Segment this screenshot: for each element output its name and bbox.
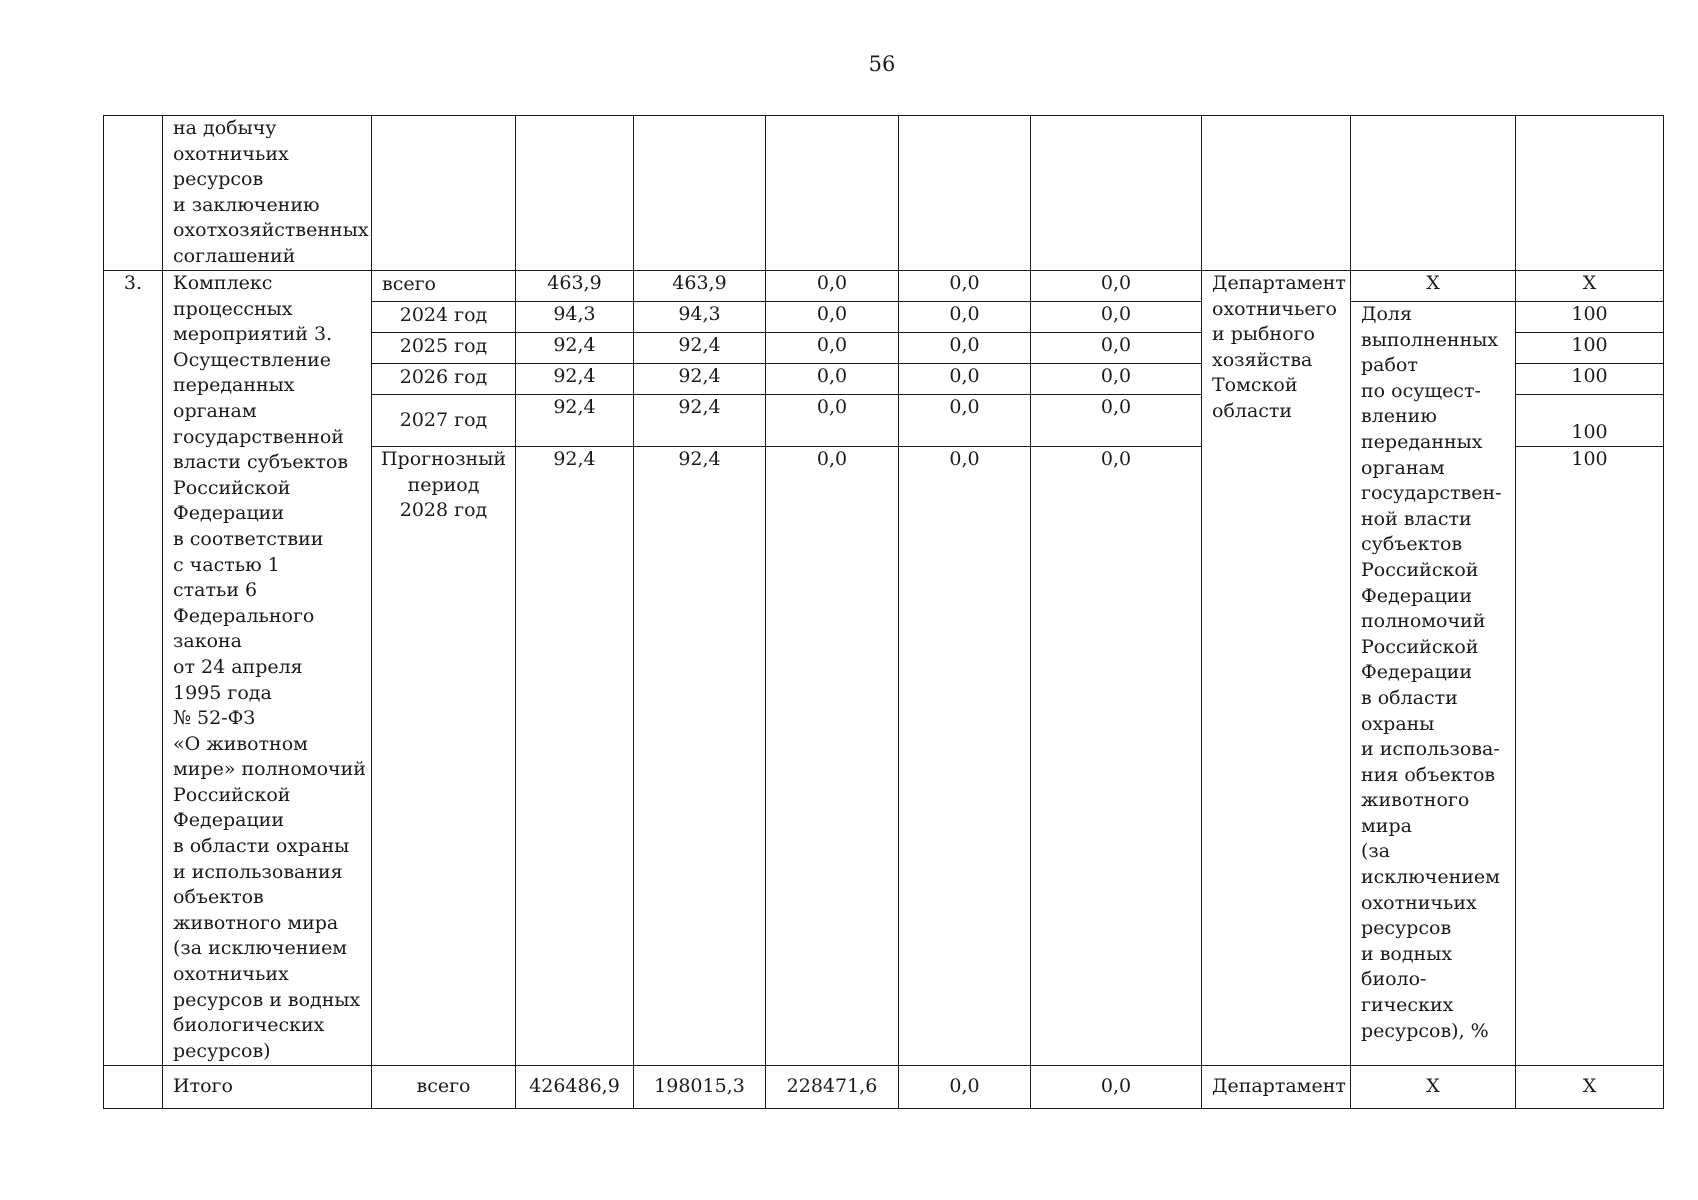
value-cell: 0,0 bbox=[1031, 364, 1202, 395]
executor-cell: Департамент bbox=[1202, 1066, 1351, 1109]
period-cell: Прогнозный период 2028 год bbox=[372, 447, 516, 1066]
value-cell: 0,0 bbox=[766, 302, 899, 333]
item-name: Комплекс процессных мероприятий 3. Осуществление переданных органам государственной власти субъектов Российской Федерации в соответствии с частью 1 статьи 6 Федерального закона от 24 апреля 1995 года № 52-ФЗ «О животном мире» полномочий Российской Федерации в области охраны и использования объектов животного мира (за исключением охотничьих ресурсов и водных биологических ресурсов) bbox=[163, 271, 372, 1066]
value-cell: 0,0 bbox=[1031, 302, 1202, 333]
indicator-name-cell: Х bbox=[1351, 1066, 1516, 1109]
value-cell: 0,0 bbox=[766, 447, 899, 1066]
indicator-value-cell: Х bbox=[1516, 271, 1664, 302]
value-cell: 0,0 bbox=[899, 364, 1031, 395]
value-cell: 0,0 bbox=[1031, 271, 1202, 302]
indicator-name-cell: Доля выполненных работ по осущест- влению переданных органам государствен- ной власти субъектов Российской Федерации полномочий Российской Федерации в области охраны и использова- ния объектов животного мира (за исключением охотничьих ресурсов и водных биоло- гических ресурсов), % bbox=[1351, 302, 1516, 1066]
value-cell: 0,0 bbox=[1031, 447, 1202, 1066]
page-number: 56 bbox=[868, 52, 896, 76]
total-row bbox=[104, 1066, 1664, 1109]
value-cell: 0,0 bbox=[766, 395, 899, 447]
cell-number bbox=[104, 1066, 163, 1109]
value-cell: 0,0 bbox=[1031, 395, 1202, 447]
value-cell: 92,4 bbox=[634, 395, 766, 447]
value-cell: 198015,3 bbox=[634, 1066, 766, 1109]
value-cell: 92,4 bbox=[634, 333, 766, 364]
indicator-value-cell: 100 bbox=[1516, 302, 1664, 333]
item-number: 3. bbox=[104, 271, 163, 1066]
period-cell: всего bbox=[372, 1066, 516, 1109]
value-cell: 0,0 bbox=[899, 1066, 1031, 1109]
value-cell: 92,4 bbox=[516, 447, 634, 1066]
value-cell: 0,0 bbox=[899, 271, 1031, 302]
value-cell: 463,9 bbox=[516, 271, 634, 302]
value-cell: 94,3 bbox=[516, 302, 634, 333]
period-cell: 2024 год bbox=[372, 302, 516, 333]
value-cell: 228471,6 bbox=[766, 1066, 899, 1109]
cell-number bbox=[104, 116, 163, 271]
value-cell: 92,4 bbox=[634, 447, 766, 1066]
indicator-value-cell: 100 bbox=[1516, 447, 1664, 1066]
item3-total-row bbox=[104, 271, 1664, 302]
indicator-value-cell: 100 bbox=[1516, 364, 1664, 395]
indicator-name-cell: Х bbox=[1351, 271, 1516, 302]
total-label: Итого bbox=[163, 1066, 372, 1109]
period-cell: 2026 год bbox=[372, 364, 516, 395]
value-cell: 92,4 bbox=[634, 364, 766, 395]
value-cell: 463,9 bbox=[634, 271, 766, 302]
value-cell: 0,0 bbox=[766, 271, 899, 302]
value-cell: 0,0 bbox=[899, 395, 1031, 447]
value-cell: 92,4 bbox=[516, 333, 634, 364]
period-cell: всего bbox=[372, 271, 516, 302]
value-cell: 0,0 bbox=[899, 447, 1031, 1066]
program-table bbox=[103, 115, 1664, 1109]
value-cell: 426486,9 bbox=[516, 1066, 634, 1109]
period-cell: 2025 год bbox=[372, 333, 516, 364]
indicator-value-cell: 100 bbox=[1516, 395, 1664, 447]
continuation-row bbox=[104, 116, 1664, 271]
value-cell: 92,4 bbox=[516, 364, 634, 395]
indicator-value-cell: 100 bbox=[1516, 333, 1664, 364]
value-cell: 0,0 bbox=[766, 364, 899, 395]
item-name-continuation: на добычу охотничьих ресурсов и заключению охотхозяйственных соглашений bbox=[163, 116, 372, 271]
executor-cell: Департамент охотничьего и рыбного хозяйства Томской области bbox=[1202, 271, 1351, 1066]
period-cell: 2027 год bbox=[372, 395, 516, 447]
value-cell: 0,0 bbox=[1031, 333, 1202, 364]
indicator-value-cell: Х bbox=[1516, 1066, 1664, 1109]
value-cell: 92,4 bbox=[516, 395, 634, 447]
value-cell: 0,0 bbox=[1031, 1066, 1202, 1109]
value-cell: 0,0 bbox=[766, 333, 899, 364]
value-cell: 0,0 bbox=[899, 302, 1031, 333]
value-cell: 94,3 bbox=[634, 302, 766, 333]
value-cell: 0,0 bbox=[899, 333, 1031, 364]
